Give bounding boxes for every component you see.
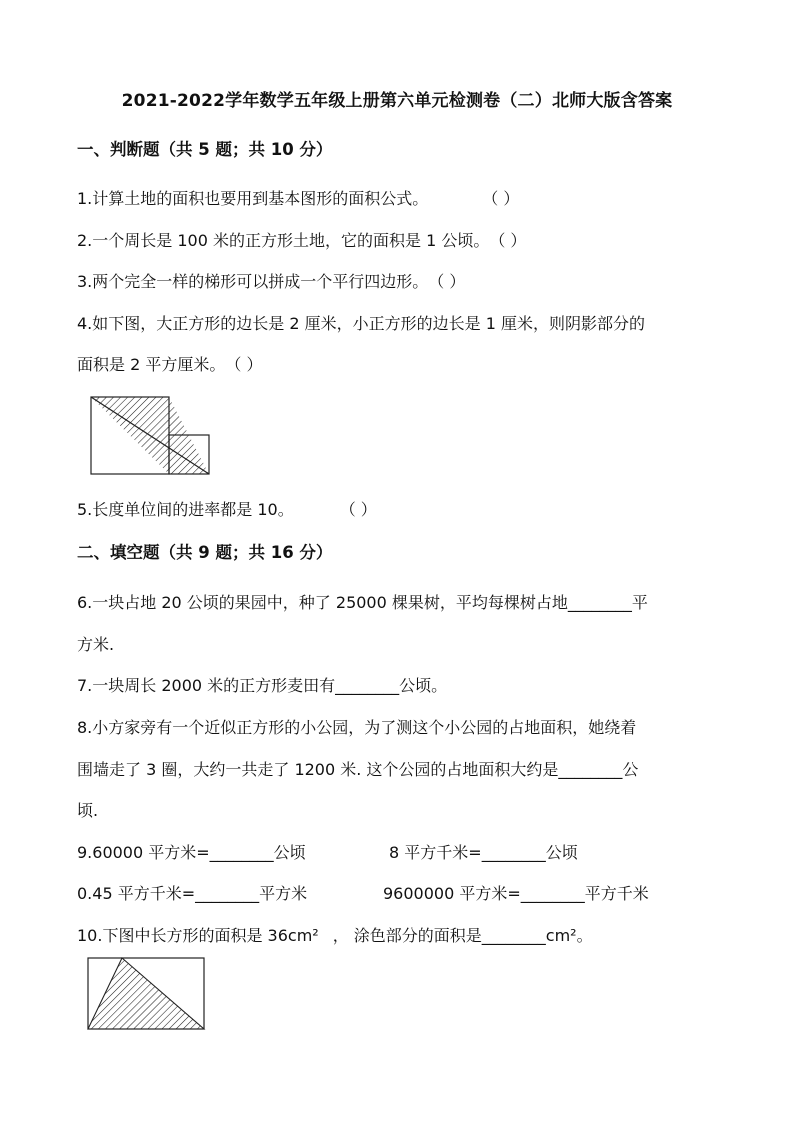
question-9b bbox=[389, 840, 578, 863]
answer-paren[interactable]: （ ） bbox=[482, 189, 520, 208]
answer-blank[interactable]: ________ bbox=[567, 593, 632, 612]
question-7 bbox=[77, 673, 447, 696]
answer-blank[interactable]: ________ bbox=[520, 884, 585, 903]
question-3-text: 3.两个完全一样的梯形可以拼成一个平行四边形。 bbox=[77, 272, 429, 291]
shaded-triangle bbox=[88, 958, 204, 1029]
question-1-text: 1.计算土地的面积也要用到基本图形的面积公式。 bbox=[77, 189, 429, 208]
question-8-line-1: 8.小方家旁有一个近似正方形的小公园，为了测这个小公园的占地面积，她绕着 bbox=[77, 718, 637, 737]
question-6-line-1 bbox=[77, 590, 648, 613]
answer-blank[interactable]: ________ bbox=[335, 676, 400, 695]
question-5 bbox=[77, 497, 377, 520]
section-heading-fill: 二、填空题（共 9 题；共 16 分） bbox=[77, 543, 333, 562]
section-heading-judgement: 一、判断题（共 5 题；共 10 分） bbox=[77, 140, 333, 159]
question-9a-unit: 公顷 bbox=[273, 843, 306, 862]
question-4-line-1: 4.如下图，大正方形的边长是 2 厘米，小正方形的边长是 1 厘米，则阴影部分的 bbox=[77, 314, 645, 333]
question-8-line-2 bbox=[77, 757, 638, 780]
squares-figure bbox=[88, 394, 214, 476]
question-9a bbox=[77, 840, 306, 863]
question-3 bbox=[77, 269, 465, 292]
answer-paren[interactable]: （ ） bbox=[428, 272, 466, 291]
answer-blank[interactable]: ________ bbox=[195, 884, 260, 903]
question-8-line-3: 顷. bbox=[77, 801, 99, 820]
question-9c-text: 0.45 平方千米= bbox=[77, 884, 196, 903]
answer-paren[interactable]: （ ） bbox=[339, 500, 377, 519]
question-10-text: 10.下图中长方形的面积是 36cm² bbox=[77, 926, 319, 945]
answer-blank[interactable]: ________ bbox=[481, 843, 546, 862]
question-9d-text: 9600000 平方米= bbox=[383, 884, 521, 903]
question-8-unit: 公 bbox=[622, 760, 639, 779]
page-title: 2021-2022学年数学五年级上册第六单元检测卷（二）北师大版含答案 bbox=[121, 91, 673, 111]
question-6-text: 6.一块占地 20 公顷的果园中，种了 25000 棵果树，平均每棵树占地 bbox=[77, 593, 568, 612]
question-7-unit: 公顷。 bbox=[399, 676, 448, 695]
question-10-unit: cm²。 bbox=[545, 926, 593, 945]
question-2-text: 2.一个周长是 100 米的正方形土地，它的面积是 1 公顷。 bbox=[77, 231, 490, 250]
question-9b-unit: 公顷 bbox=[545, 843, 578, 862]
rectangle-figure bbox=[86, 956, 208, 1032]
question-9d bbox=[383, 881, 649, 904]
question-1 bbox=[77, 186, 519, 209]
question-6-line-2: 方米. bbox=[77, 635, 115, 654]
question-4-text: 面积是 2 平方厘米。 bbox=[77, 355, 226, 374]
question-4-line-2 bbox=[77, 352, 262, 375]
question-9d-unit: 平方千米 bbox=[584, 884, 649, 903]
answer-paren[interactable]: （ ） bbox=[225, 355, 263, 374]
question-7-text: 7.一块周长 2000 米的正方形麦田有 bbox=[77, 676, 336, 695]
question-9b-text: 8 平方千米= bbox=[389, 843, 482, 862]
question-9c bbox=[77, 881, 307, 904]
question-2 bbox=[77, 228, 526, 251]
answer-blank[interactable]: ________ bbox=[558, 760, 623, 779]
question-9a-text: 9.60000 平方米= bbox=[77, 843, 210, 862]
question-8-text: 围墙走了 3 圈，大约一共走了 1200 米. 这个公园的占地面积大约是 bbox=[77, 760, 559, 779]
question-10-text-2: ， 涂色部分的面积是 bbox=[332, 926, 482, 945]
answer-paren[interactable]: （ ） bbox=[489, 231, 527, 250]
answer-blank[interactable]: ________ bbox=[481, 926, 546, 945]
answer-blank[interactable]: ________ bbox=[209, 843, 274, 862]
question-5-text: 5.长度单位间的进率都是 10。 bbox=[77, 500, 294, 519]
question-6-unit: 平 bbox=[631, 593, 648, 612]
question-10 bbox=[77, 923, 593, 946]
question-9c-unit: 平方米 bbox=[259, 884, 308, 903]
